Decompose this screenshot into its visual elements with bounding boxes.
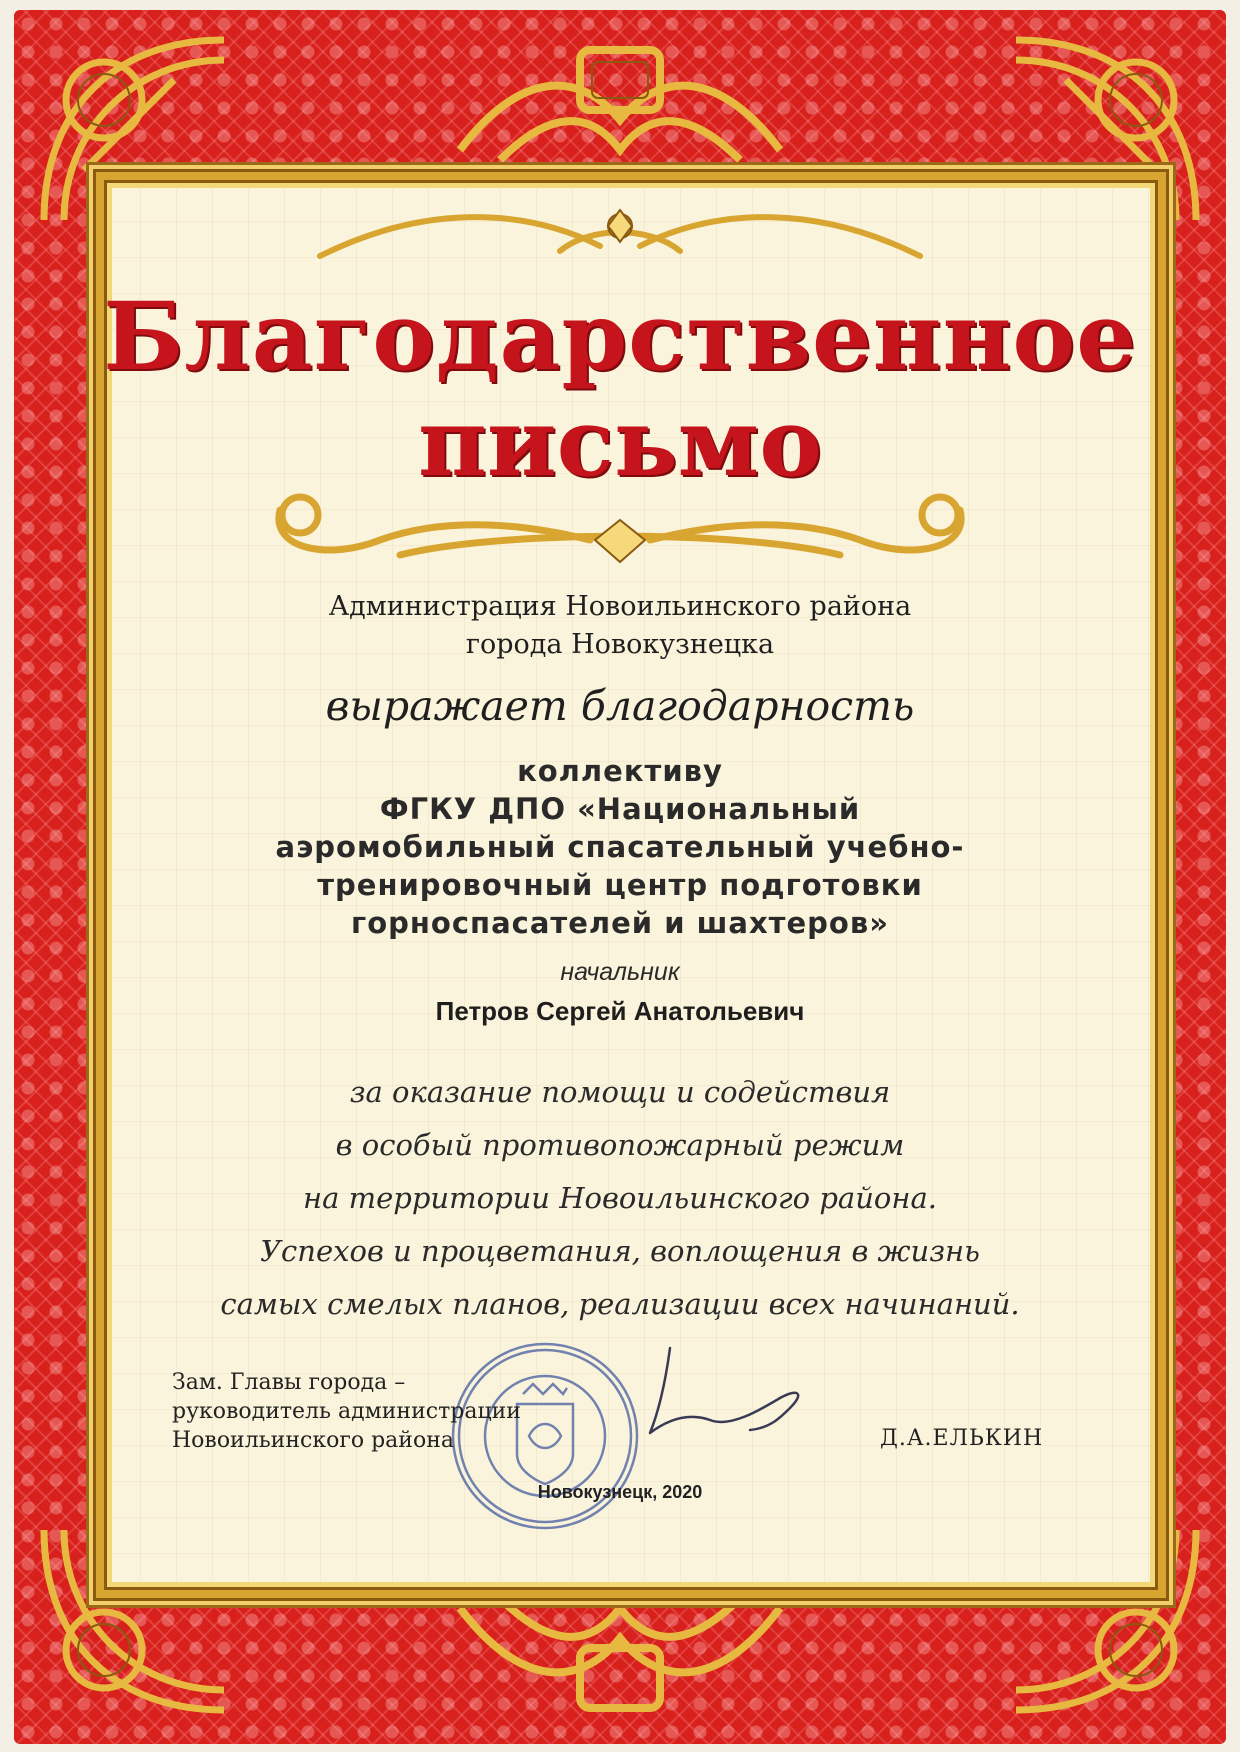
issuer-line-1: Администрация Новоильинского района [328,591,912,622]
top-knot-ornament [420,30,820,180]
recipient-line: аэромобильный спасательный учебно- [275,830,965,864]
title-bottom-flourish [250,470,990,570]
signatory-line: Зам. Главы города – [172,1370,406,1395]
reason-line: в особый противопожарный режим [335,1128,905,1162]
signatory-name: Д.А.ЕЛЬКИН [880,1426,1044,1451]
signatory-title [172,1368,521,1455]
signatory-line: Новоильинского района [172,1428,454,1453]
recipient-line: тренировочный центр подготовки [317,868,923,902]
reason-block [0,1066,1240,1331]
signatory-line: руководитель администрации [172,1399,521,1424]
reason-line: самых смелых планов, реализации всех начинаний. [220,1287,1020,1321]
place-and-year: Новокузнецк, 2020 [537,1482,703,1502]
title-line-2: письмо [418,388,822,498]
bottom-knot-ornament [420,1578,820,1728]
reason-line: на территории Новоильинского района. [303,1181,937,1215]
recipient-person: Петров Сергей Анатольевич [435,996,805,1026]
recipient-line: коллективу [517,754,723,788]
reason-line: за оказание помощи и содействия [349,1075,891,1109]
recipient-position: начальник [560,958,680,986]
issuer-block [0,588,1240,664]
handwritten-signature [630,1338,840,1448]
recipient-line: ФГКУ ДПО «Национальный [379,792,861,826]
recipient-block [0,752,1240,942]
recipient-line: горноспасателей и шахтеров» [351,906,889,940]
title-top-flourish [300,196,940,276]
issuer-line-2: города Новокузнецка [465,629,775,660]
expresses-gratitude: выражает благодарность [325,682,915,730]
reason-line: Успехов и процветания, воплощения в жизнь [260,1234,980,1268]
title-line-1: Благодарственное [103,282,1137,392]
